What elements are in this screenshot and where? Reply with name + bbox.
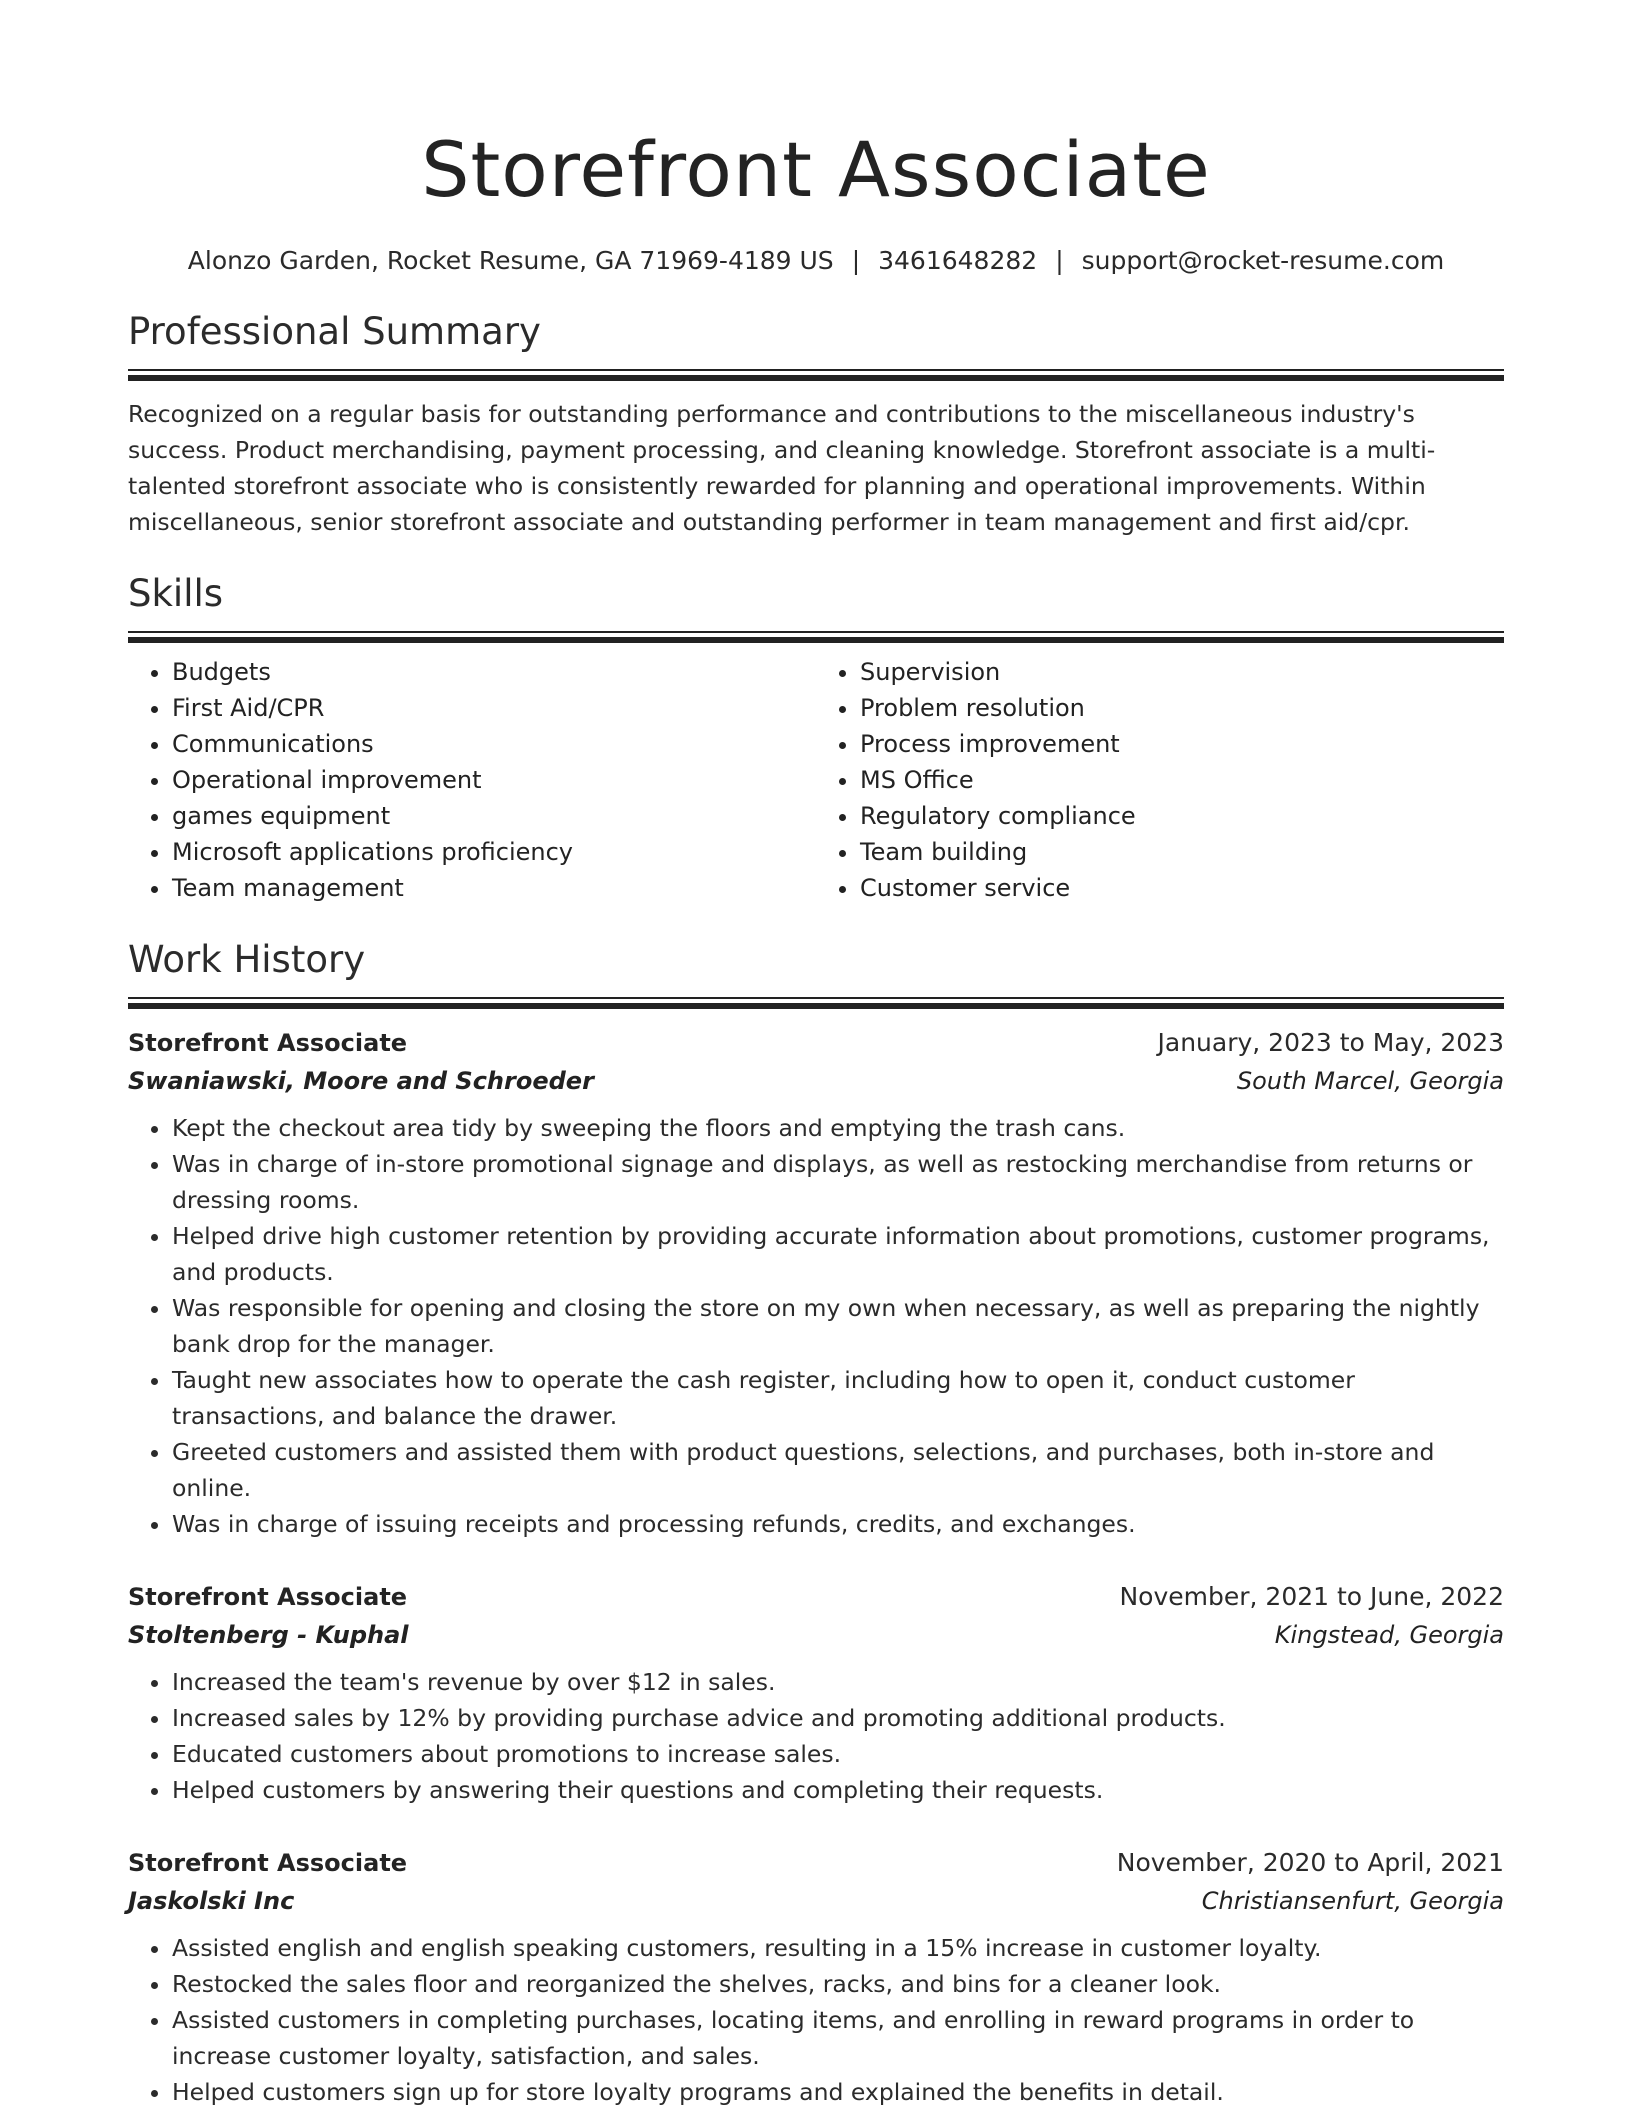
skill-item: • Microsoft applications proficiency: [172, 834, 816, 870]
job-bullet: • Restocked the sales floor and reorganized the shelves, racks, and bins for a cleaner look.: [172, 1966, 1504, 2002]
job-location: Kingstead, Georgia: [1274, 1621, 1504, 1649]
skill-item: • Operational improvement: [172, 762, 816, 798]
job-bullet: • Educated customers about promotions to increase sales.: [172, 1736, 1504, 1772]
job-title: Storefront Associate: [128, 1849, 408, 1877]
skill-item: • MS Office: [860, 762, 1504, 798]
skills-list-left: [128, 654, 816, 906]
work-history-section: [128, 936, 1504, 2110]
skill-item: • Problem resolution: [860, 690, 1504, 726]
contact-phone: 3461648282: [878, 246, 1038, 275]
job-bullets: [128, 1110, 1504, 1542]
job-company: Swaniawski, Moore and Schroeder: [128, 1067, 594, 1095]
skills-heading: Skills: [128, 572, 224, 615]
job-bullet: • Was in charge of in-store promotional signage and displays, as well as restocking merchandise from returns or dressing rooms.: [172, 1146, 1504, 1218]
job-location: Christiansenfurt, Georgia: [1201, 1887, 1504, 1915]
job-bullets: [128, 1930, 1504, 2110]
skills-section: [128, 570, 1504, 906]
job-bullet: • Assisted english and english speaking customers, resulting in a 15% increase in customer loyalty.: [172, 1930, 1504, 1966]
job-dates: January, 2023 to May, 2023: [1157, 1028, 1504, 1057]
job-entry: [128, 1578, 1504, 1808]
job-dates: November, 2021 to June, 2022: [1119, 1582, 1504, 1611]
work-history-heading: Work History: [128, 938, 366, 981]
summary-text: Recognized on a regular basis for outstanding performance and contributions to the miscellaneous industry's success. Product merchandising, payment processing, and cleaning knowledge. Storefront associate is a multi-talented storefront associate who is consistently rewarded for planning and operational improvements. Within miscellaneous, senior storefront associate and outstanding performer in team management and first aid/cpr.: [128, 400, 1436, 536]
section-divider: [128, 631, 1504, 638]
job-bullets: [128, 1664, 1504, 1808]
summary-section: [128, 308, 1504, 540]
skill-item: • Process improvement: [860, 726, 1504, 762]
job-bullet: • Helped customers sign up for store loyalty programs and explained the benefits in detail.: [172, 2074, 1504, 2110]
skill-item: • First Aid/CPR: [172, 690, 816, 726]
skill-item: • Regulatory compliance: [860, 798, 1504, 834]
skills-columns: [128, 654, 1504, 906]
job-header-row: [128, 1024, 1504, 1062]
job-bullet: • Was in charge of issuing receipts and processing refunds, credits, and exchanges.: [172, 1506, 1504, 1542]
skill-item: • games equipment: [172, 798, 816, 834]
skill-item: • Communications: [172, 726, 816, 762]
job-bullet: • Was responsible for opening and closing the store on my own when necessary, as well as preparing the nightly bank drop for the manager.: [172, 1290, 1504, 1362]
job-bullet: • Taught new associates how to operate the cash register, including how to open it, conduct customer transactions, and balance the drawer.: [172, 1362, 1504, 1434]
contact-address: Alonzo Garden, Rocket Resume, GA 71969-4189 US: [187, 246, 834, 275]
job-bullet: • Kept the checkout area tidy by sweeping the floors and emptying the trash cans.: [172, 1110, 1504, 1146]
job-company-row: [128, 1616, 1504, 1654]
job-header-row: [128, 1578, 1504, 1616]
job-company-row: [128, 1882, 1504, 1920]
job-entry: [128, 1844, 1504, 2110]
job-company: Jaskolski Inc: [128, 1887, 295, 1915]
job-bullet: • Increased the team's revenue by over $12 in sales.: [172, 1664, 1504, 1700]
skill-item: • Budgets: [172, 654, 816, 690]
skill-item: • Team building: [860, 834, 1504, 870]
skill-item: • Customer service: [860, 870, 1504, 906]
section-divider: [128, 369, 1504, 376]
job-bullet: • Helped drive high customer retention by providing accurate information about promotions, customer programs, and products.: [172, 1218, 1504, 1290]
job-bullet: • Assisted customers in completing purchases, locating items, and enrolling in reward programs in order to increase customer loyalty, satisfaction, and sales.: [172, 2002, 1504, 2074]
job-company-row: [128, 1062, 1504, 1100]
skill-item: • Team management: [172, 870, 816, 906]
contact-line: [128, 244, 1504, 278]
job-bullet: • Greeted customers and assisted them with product questions, selections, and purchases, both in-store and online.: [172, 1434, 1504, 1506]
page-title: Storefront Associate: [421, 125, 1211, 214]
contact-email: support@rocket-resume.com: [1081, 246, 1445, 275]
job-company: Stoltenberg - Kuphal: [128, 1621, 409, 1649]
contact-separator: |: [851, 246, 861, 275]
job-title: Storefront Associate: [128, 1029, 408, 1057]
job-bullet: • Helped customers by answering their questions and completing their requests.: [172, 1772, 1504, 1808]
job-title: Storefront Associate: [128, 1583, 408, 1611]
skills-list-right: [816, 654, 1504, 906]
section-divider: [128, 997, 1504, 1004]
contact-separator: |: [1055, 246, 1064, 275]
job-location: South Marcel, Georgia: [1236, 1067, 1504, 1095]
job-dates: November, 2020 to April, 2021: [1116, 1848, 1504, 1877]
skill-item: • Supervision: [860, 654, 1504, 690]
job-entry: [128, 1024, 1504, 1542]
job-header-row: [128, 1844, 1504, 1882]
summary-heading: Professional Summary: [128, 310, 541, 353]
job-bullet: • Increased sales by 12% by providing purchase advice and promoting additional products.: [172, 1700, 1504, 1736]
